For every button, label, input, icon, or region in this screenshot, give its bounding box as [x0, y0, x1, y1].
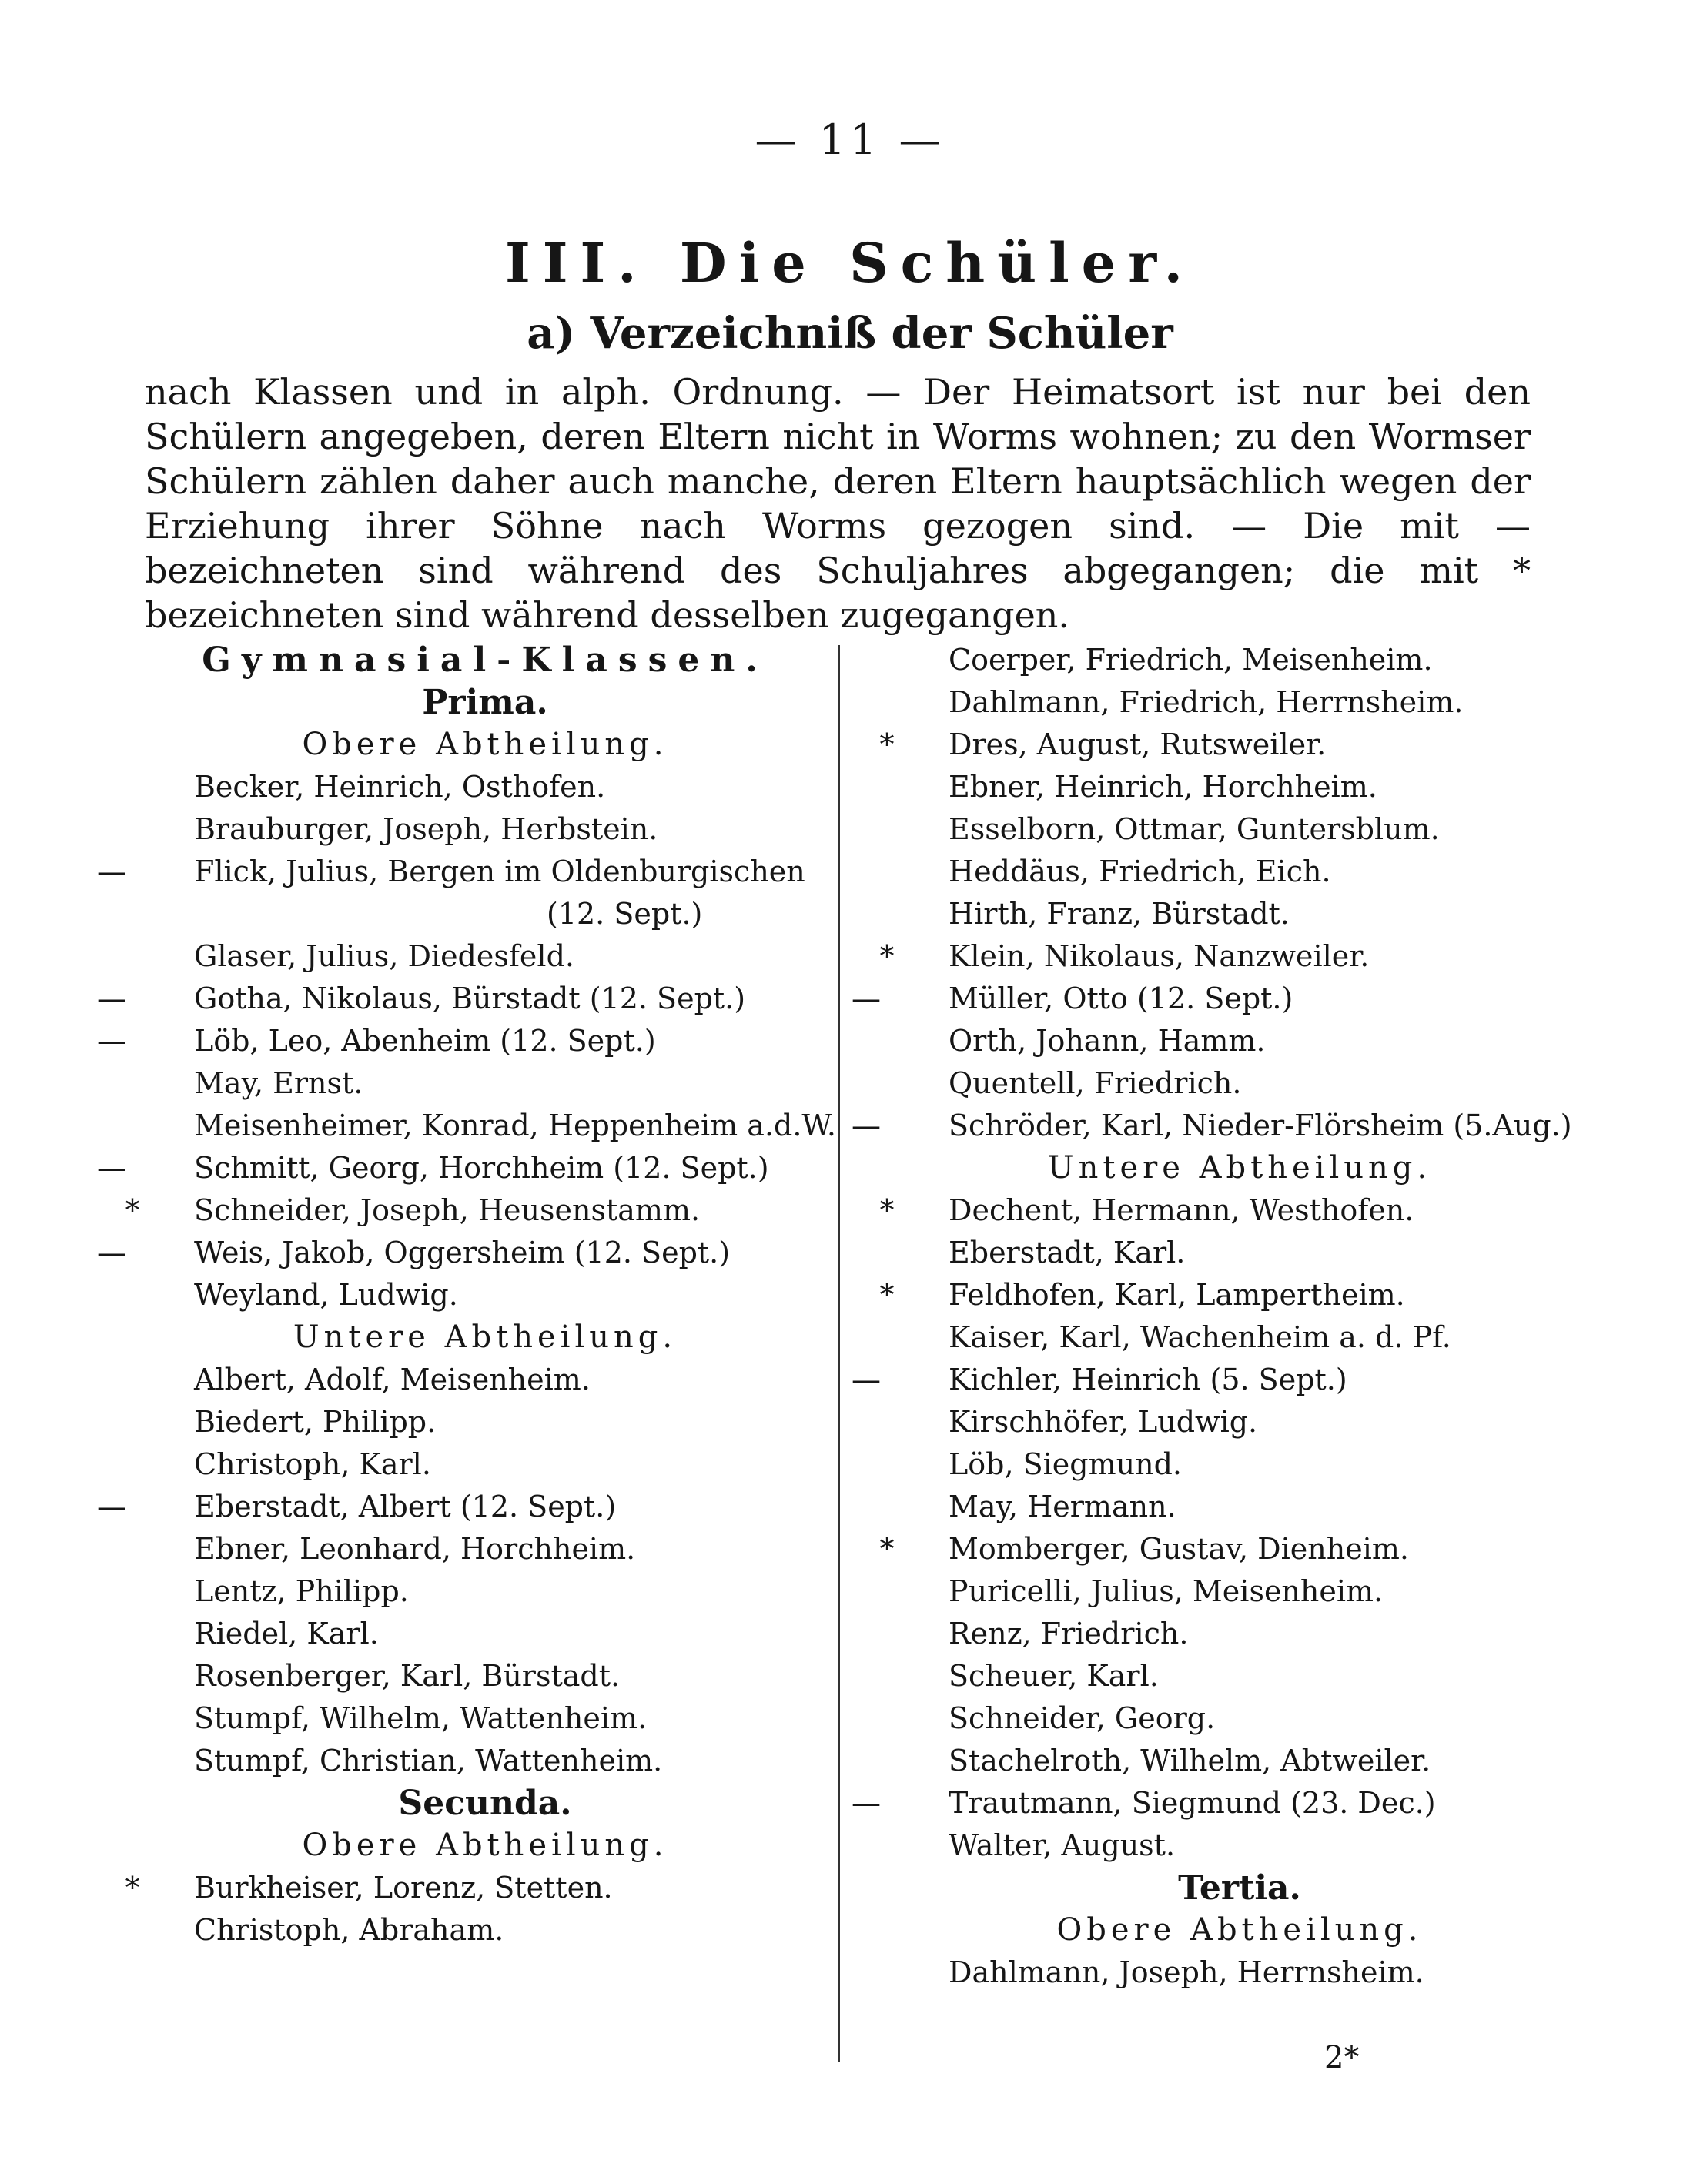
student-name: Eberstadt, Albert (12. Sept.): [194, 1490, 617, 1523]
left-marker: —: [852, 982, 881, 1015]
student-name: Schneider, Joseph, Heusenstamm.: [194, 1193, 701, 1227]
student-name: Esselborn, Ottmar, Guntersblum.: [949, 812, 1440, 846]
joined-marker: *: [125, 1193, 140, 1227]
student-name: Dahlmann, Joseph, Herrnsheim.: [949, 1955, 1424, 1989]
student-entry: [146, 1062, 824, 1105]
student-entry: [852, 978, 1578, 1020]
student-name: Quentell, Friedrich.: [949, 1066, 1242, 1100]
student-name: Feldhofen, Karl, Lampertheim.: [949, 1278, 1405, 1312]
joined-marker: *: [879, 1532, 895, 1566]
student-name: Löb, Leo, Abenheim (12. Sept.): [194, 1024, 656, 1058]
student-entry: [146, 1105, 836, 1147]
student-name: Heddäus, Friedrich, Eich.: [949, 855, 1331, 888]
left-marker: —: [852, 1363, 881, 1396]
student-entry: [901, 681, 1578, 724]
student-name: Klein, Nikolaus, Nanzweiler.: [949, 939, 1370, 973]
student-entry: [97, 851, 824, 893]
student-name: Eberstadt, Karl.: [949, 1236, 1186, 1269]
left-marker: —: [97, 1236, 126, 1269]
student-name: Löb, Siegmund.: [949, 1447, 1182, 1481]
student-name: Meisenheimer, Konrad, Heppenheim a.d.W.: [194, 1109, 836, 1142]
intro-text: nach Klassen und in alph. Ordnung. — Der Heimatsort ist nur bei den Schülern angegeben, deren Eltern nicht in Worms wohnen; zu den Wormser Schülern zählen daher auch manche, deren Eltern hauptsächlich wegen der Erziehung ihrer Söhne nach Worms gezogen sind. — Die mit — bezeichneten sind während des Schuljahres abgegangen; die mit * bezeichneten sind während desselben zugegangen.: [145, 371, 1531, 636]
section-subtitle: a) Verzeichniß der Schüler: [527, 308, 1173, 359]
section-title: III. Die Schüler.: [504, 231, 1196, 295]
student-name: Hirth, Franz, Bürstadt.: [949, 897, 1290, 931]
student-name: Dahlmann, Friedrich, Herrnsheim.: [949, 685, 1464, 719]
student-entry: [146, 1359, 824, 1401]
class-heading: Secunda.: [398, 1784, 572, 1823]
student-entry: [901, 1401, 1578, 1443]
class-heading: Prima.: [422, 683, 548, 722]
student-entry: [901, 1020, 1578, 1062]
student-entry: [901, 1232, 1578, 1274]
student-entry: [879, 1274, 1578, 1316]
student-entry: [125, 1867, 824, 1909]
student-name: Stachelroth, Wilhelm, Abtweiler.: [949, 1744, 1431, 1778]
student-name: Ebner, Leonhard, Horchheim.: [194, 1532, 636, 1566]
student-entry: [146, 808, 824, 851]
left-marker: —: [852, 1109, 881, 1142]
student-name: Orth, Johann, Hamm.: [949, 1024, 1266, 1058]
student-name: Trautmann, Siegmund (23. Dec.): [949, 1786, 1436, 1820]
student-name: Rosenberger, Karl, Bürstadt.: [194, 1659, 621, 1693]
student-entry: [901, 766, 1578, 808]
student-name: Becker, Heinrich, Osthofen.: [194, 770, 606, 804]
division-heading: Untere Abtheilung.: [293, 1319, 678, 1355]
student-name: Christoph, Karl.: [194, 1447, 431, 1481]
student-entry: [146, 1443, 824, 1486]
student-name: Ebner, Heinrich, Horchheim.: [949, 770, 1377, 804]
student-name: Kaiser, Karl, Wachenheim a. d. Pf.: [949, 1320, 1451, 1354]
student-entry: [97, 1486, 824, 1528]
column-divider: [838, 645, 840, 2062]
student-entry: [146, 1401, 824, 1443]
student-entry: [146, 1909, 824, 1952]
student-name: Coerper, Friedrich, Meisenheim.: [949, 643, 1433, 677]
student-entry: [97, 1232, 824, 1274]
student-name: Schröder, Karl, Nieder-Flörsheim (5.Aug.): [949, 1109, 1572, 1142]
student-name: Weis, Jakob, Oggersheim (12. Sept.): [194, 1236, 731, 1269]
joined-marker: *: [879, 1278, 895, 1312]
left-column: [97, 639, 836, 1952]
student-entry: [901, 1443, 1578, 1486]
student-name: Stumpf, Christian, Wattenheim.: [194, 1744, 663, 1778]
left-marker: —: [97, 855, 126, 888]
student-entry: [146, 1613, 824, 1655]
student-entry: [879, 1189, 1578, 1232]
student-name: Müller, Otto (12. Sept.): [949, 982, 1293, 1015]
class-heading: Tertia.: [1178, 1868, 1301, 1908]
student-name: Brauburger, Joseph, Herbstein.: [194, 812, 658, 846]
student-entry: [901, 1655, 1578, 1697]
student-entry: [146, 935, 824, 978]
division-heading: Obere Abtheilung.: [1056, 1912, 1423, 1948]
student-entry: [901, 1613, 1578, 1655]
student-entry: [146, 1570, 824, 1613]
student-entry: [146, 1697, 824, 1740]
student-entry: [146, 1740, 824, 1782]
student-entry: [901, 851, 1578, 893]
joined-marker: *: [879, 727, 895, 761]
student-entry: [901, 1824, 1578, 1867]
student-entry: [852, 1782, 1578, 1824]
student-name: Burkheiser, Lorenz, Stetten.: [194, 1871, 613, 1905]
student-name: Schmitt, Georg, Horchheim (12. Sept.): [194, 1151, 769, 1185]
student-name: Kichler, Heinrich (5. Sept.): [949, 1363, 1347, 1396]
student-name: Biedert, Philipp.: [194, 1405, 437, 1439]
joined-marker: *: [879, 939, 895, 973]
left-marker: —: [97, 1024, 126, 1058]
student-entry: [146, 1655, 824, 1697]
student-name: Schneider, Georg.: [949, 1701, 1216, 1735]
student-name: Stumpf, Wilhelm, Wattenheim.: [194, 1701, 648, 1735]
student-entry: [901, 1486, 1578, 1528]
student-entry: [901, 639, 1578, 681]
left-marker: —: [97, 1151, 126, 1185]
signature-mark: 2*: [1324, 2040, 1360, 2075]
student-entry: [901, 1062, 1578, 1105]
right-column: [852, 639, 1578, 1994]
student-name: Walter, August.: [949, 1828, 1176, 1862]
student-entry: [901, 1952, 1578, 1994]
joined-marker: *: [125, 1871, 140, 1905]
student-entry: [97, 1020, 824, 1062]
student-name: Dechent, Hermann, Westhofen.: [949, 1193, 1414, 1227]
student-entry: [852, 1359, 1578, 1401]
student-entry: [146, 1274, 824, 1316]
left-marker: —: [97, 1490, 126, 1523]
student-entry: [146, 766, 824, 808]
student-name: Kirschhöfer, Ludwig.: [949, 1405, 1258, 1439]
student-entry: [901, 1316, 1578, 1359]
division-heading: Obere Abtheilung.: [302, 1828, 668, 1863]
student-entry: [901, 1697, 1578, 1740]
student-name: Lentz, Philipp.: [194, 1574, 409, 1608]
student-entry-continuation: [146, 893, 824, 935]
student-entry: [97, 1147, 824, 1189]
page-number: — 11 —: [755, 115, 945, 164]
student-name: Weyland, Ludwig.: [194, 1278, 458, 1312]
student-name: Riedel, Karl.: [194, 1617, 379, 1651]
student-entry: [852, 1105, 1578, 1147]
student-name: Christoph, Abraham.: [194, 1913, 504, 1947]
student-entry: [901, 808, 1578, 851]
left-marker: —: [852, 1786, 881, 1820]
student-name: Gotha, Nikolaus, Bürstadt (12. Sept.): [194, 982, 746, 1015]
student-name: Renz, Friedrich.: [949, 1617, 1189, 1651]
student-name: Dres, August, Rutsweiler.: [949, 727, 1327, 761]
student-name: May, Hermann.: [949, 1490, 1176, 1523]
division-heading: Untere Abtheilung.: [1047, 1150, 1432, 1186]
intro-paragraph: [145, 370, 1531, 637]
joined-marker: *: [879, 1193, 895, 1227]
student-name: (12. Sept.): [547, 897, 703, 931]
student-name: May, Ernst.: [194, 1066, 363, 1100]
student-entry: [879, 1528, 1578, 1570]
student-name: Albert, Adolf, Meisenheim.: [194, 1363, 591, 1396]
section-heading: Gymnasial-Klassen.: [202, 640, 768, 680]
student-name: Scheuer, Karl.: [949, 1659, 1159, 1693]
student-name: Momberger, Gustav, Dienheim.: [949, 1532, 1409, 1566]
student-entry: [879, 724, 1578, 766]
student-entry: [97, 978, 824, 1020]
student-entry: [879, 935, 1578, 978]
student-name: Glaser, Julius, Diedesfeld.: [194, 939, 574, 973]
student-entry: [125, 1189, 824, 1232]
student-entry: [901, 1740, 1578, 1782]
student-entry: [901, 893, 1578, 935]
division-heading: Obere Abtheilung.: [302, 727, 668, 762]
student-name: Puricelli, Julius, Meisenheim.: [949, 1574, 1384, 1608]
student-entry: [901, 1570, 1578, 1613]
student-name: Flick, Julius, Bergen im Oldenburgischen: [194, 855, 805, 888]
student-entry: [146, 1528, 824, 1570]
left-marker: —: [97, 982, 126, 1015]
